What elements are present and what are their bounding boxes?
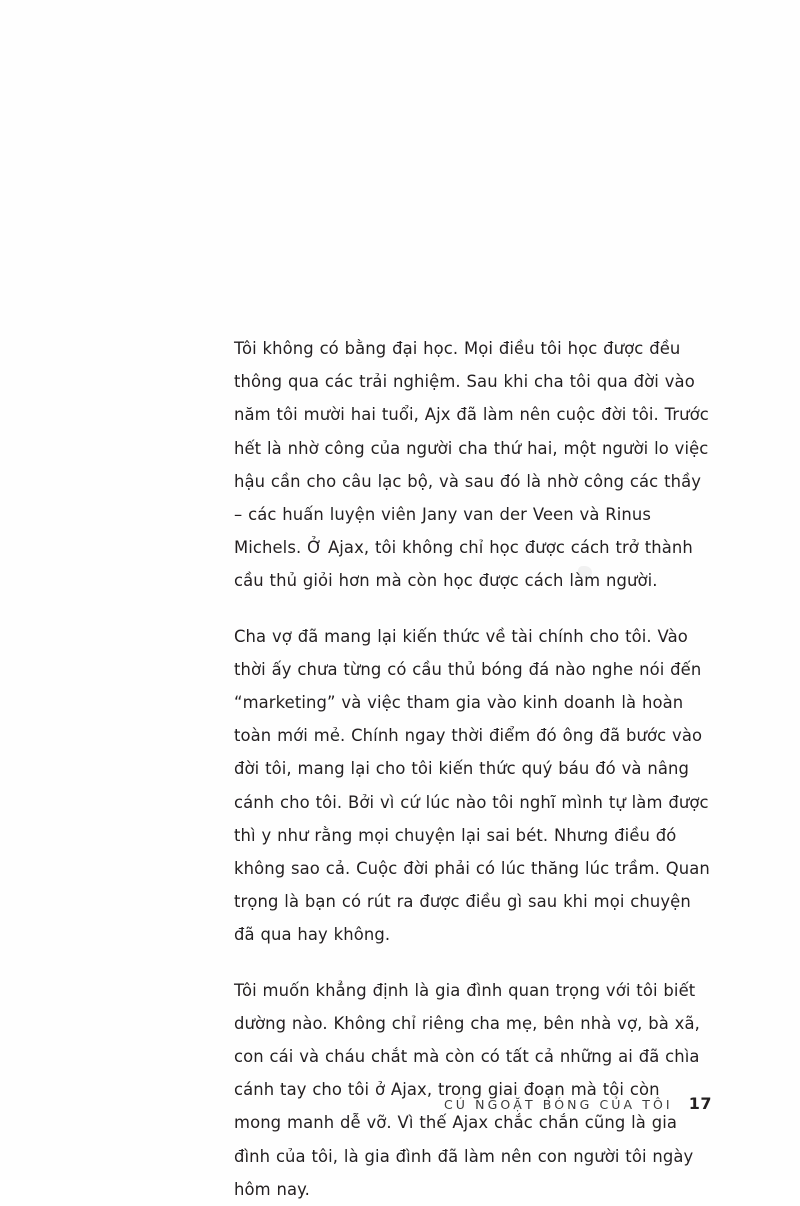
page-footer bbox=[234, 1094, 712, 1113]
page-number: 17 bbox=[688, 1094, 712, 1113]
page-body-text bbox=[234, 332, 712, 1206]
running-title: CÚ NGOẶT BÓNG CỦA TÔI bbox=[443, 1097, 673, 1112]
paragraph-1: Tôi không có bằng đại học. Mọi điều tôi học được đều thông qua các trải nghiệm. Sau khi cha tôi qua đời vào năm tôi mười hai tuổi, Ajx đã làm nên cuộc đời tôi. Trước hết là nhờ công của người cha thứ hai, một người lo việc hậu cần cho câu lạc bộ, và sau đó là nhờ công các thầy – các huấn luyện viên Jany van der Veen và Rinus Michels. Ở Ajax, tôi không chỉ học được cách trở thành cầu thủ giỏi hơn mà còn học được cách làm người. bbox=[234, 339, 709, 591]
paragraph-2: Cha vợ đã mang lại kiến thức về tài chính cho tôi. Vào thời ấy chưa từng có cầu thủ bóng đá nào nghe nói đến “marketing” và việc tham gia vào kinh doanh là hoàn toàn mới mẻ. Chính ngay thời điểm đó ông đã bước vào đời tôi, mang lại cho tôi kiến thức quý báu đó và nâng cánh cho tôi. Bởi vì cứ lúc nào tôi nghĩ mình tự làm được thì y như rằng mọi chuyện lại sai bét. Nhưng điều đó không sao cả. Cuộc đời phải có lúc thăng lúc trầm. Quan trọng là bạn có rút ra được điều gì sau khi mọi chuyện đã qua hay không. bbox=[234, 626, 710, 945]
paragraph-3: Tôi muốn khẳng định là gia đình quan trọng với tôi biết dường nào. Không chỉ riêng cha mẹ, bên nhà vợ, bà xã, con cái và cháu chắt mà còn có tất cả những ai đã chìa cánh tay cho tôi ở Ajax, trong giai đoạn mà tôi còn mong manh dễ vỡ. Vì thế Ajax chắc chắn cũng là gia đình của tôi, là gia đình đã làm nên con người tôi ngày hôm nay. bbox=[234, 980, 700, 1199]
